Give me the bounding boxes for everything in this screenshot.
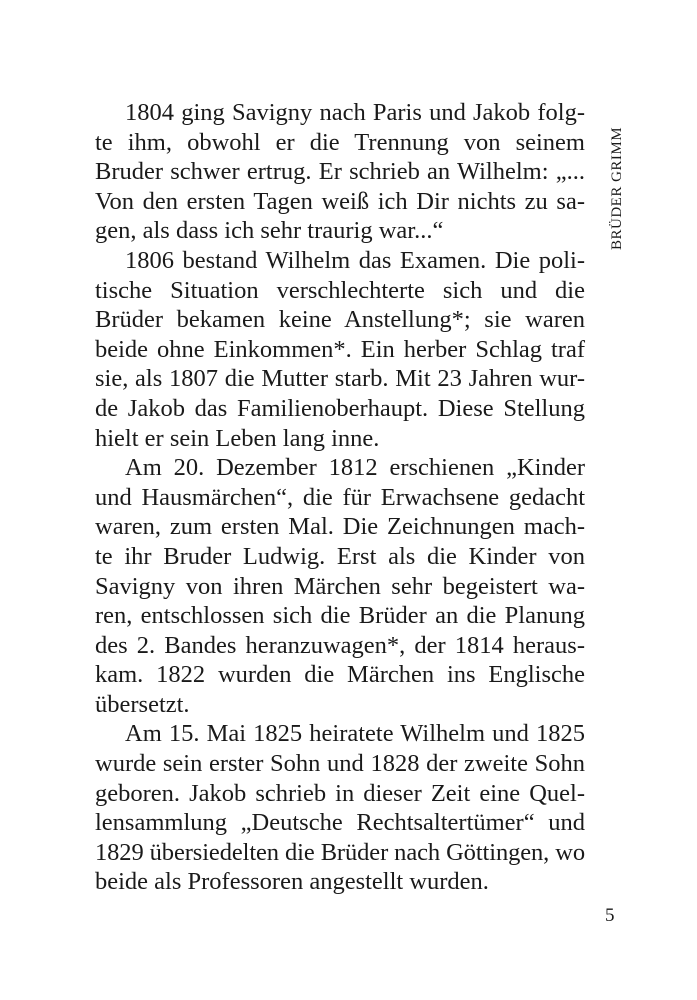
text-line: Brüder bekamen keine Anstellung*; sie waren <box>95 306 585 334</box>
paragraph <box>95 246 585 453</box>
text-line: Bruder schwer ertrug. Er schrieb an Wilhelm: „... <box>95 158 585 186</box>
text-line: beide als Professoren angestellt wurden. <box>95 868 489 896</box>
running-head: BRÜDER GRIMM <box>609 126 625 250</box>
text-line: kam. 1822 wurden die Märchen ins Englische <box>95 661 585 689</box>
text-line: lensammlung „Deutsche Rechtsaltertümer“ und <box>95 809 585 837</box>
text-line: waren, zum ersten Mal. Die Zeichnungen mach- <box>95 513 585 541</box>
page-number: 5 <box>605 905 615 926</box>
text-line: übersetzt. <box>95 690 190 718</box>
text-line: tische Situation verschlechterte sich und die <box>95 276 585 304</box>
text-line: beide ohne Einkommen*. Ein herber Schlag traf <box>95 335 585 363</box>
text-line: Am 20. Dezember 1812 erschienen „Kinder <box>125 454 585 482</box>
text-line: gen, als dass ich sehr traurig war...“ <box>95 217 444 245</box>
text-line: wurde sein erster Sohn und 1828 der zweite Sohn <box>95 750 585 778</box>
text-line: 1804 ging Savigny nach Paris und Jakob folg- <box>125 99 585 126</box>
paragraph <box>95 98 585 246</box>
text-line: de Jakob das Familienoberhaupt. Diese Stellung <box>95 394 585 422</box>
body-text <box>95 98 585 897</box>
text-line: te ihr Bruder Ludwig. Erst als die Kinder von <box>95 542 585 570</box>
text-line: geboren. Jakob schrieb in dieser Zeit eine Quel- <box>95 779 585 807</box>
text-line: des 2. Bandes heranzuwagen*, der 1814 heraus- <box>95 631 585 659</box>
paragraph <box>95 719 585 897</box>
text-line: Am 15. Mai 1825 heiratete Wilhelm und 1825 <box>125 720 585 748</box>
text-line: hielt er sein Leben lang inne. <box>95 424 380 452</box>
text-line: Von den ersten Tagen weiß ich Dir nichts zu sa- <box>95 187 585 215</box>
text-line: ren, entschlossen sich die Brüder an die Planung <box>95 602 585 630</box>
text-line: 1829 übersiedelten die Brüder nach Göttingen, wo <box>95 838 585 866</box>
text-line: te ihm, obwohl er die Trennung von seinem <box>95 128 585 156</box>
text-line: Savigny von ihren Märchen sehr begeistert wa- <box>95 572 585 600</box>
text-line: sie, als 1807 die Mutter starb. Mit 23 Jahren wur- <box>95 365 585 393</box>
paragraph <box>95 453 585 719</box>
text-line: 1806 bestand Wilhelm das Examen. Die poli- <box>125 246 585 274</box>
text-line: und Hausmärchen“, die für Erwachsene gedacht <box>95 483 585 511</box>
